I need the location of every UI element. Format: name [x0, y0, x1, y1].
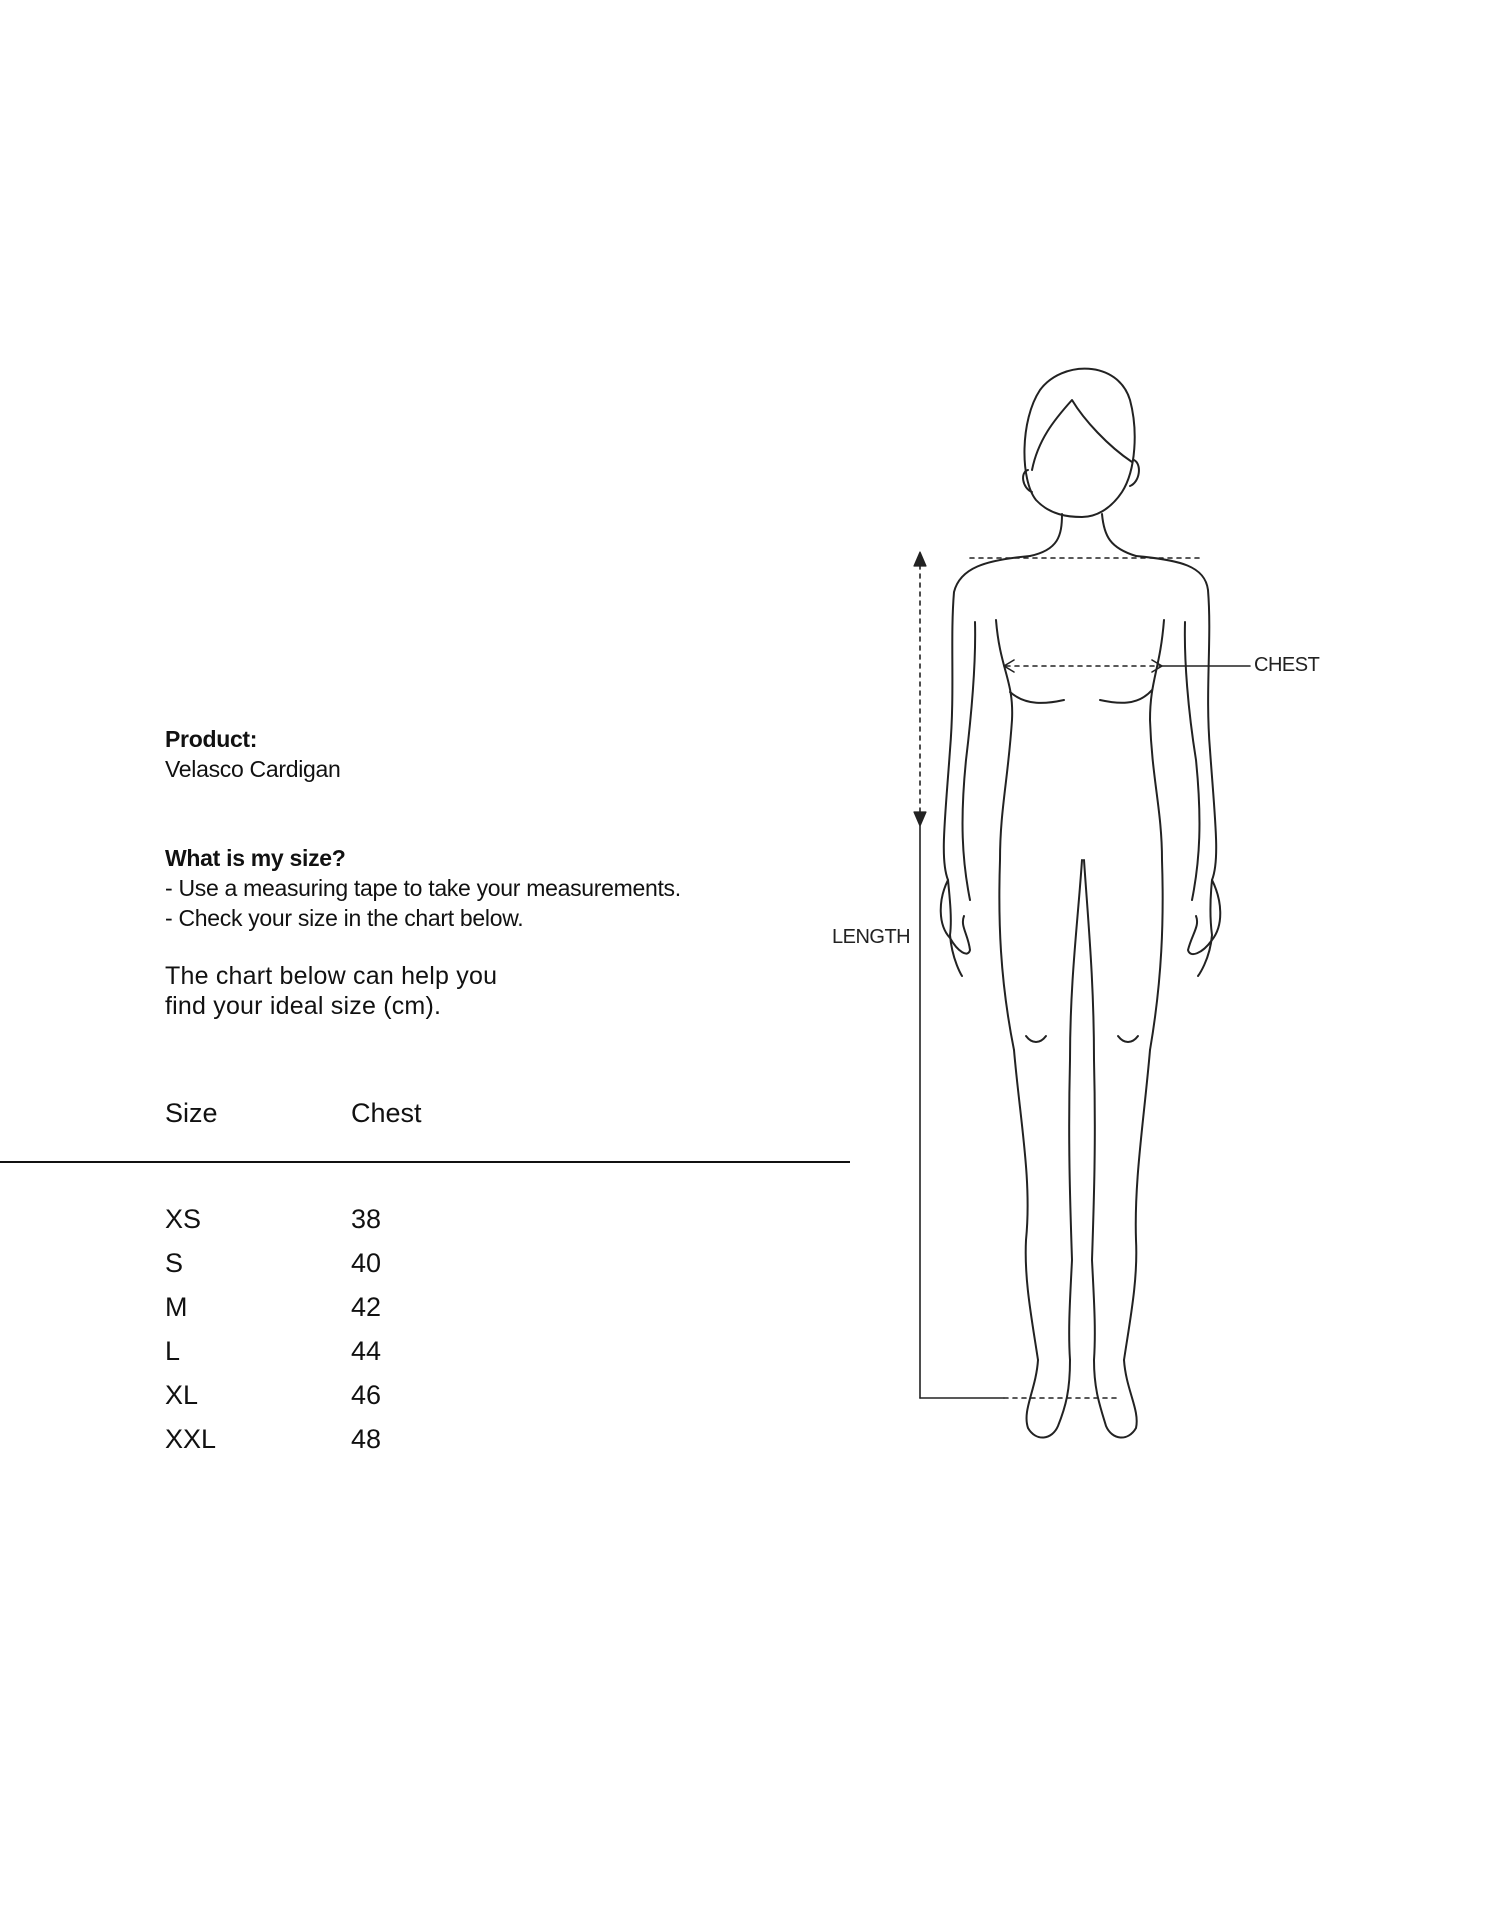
size-cell: XL	[165, 1380, 199, 1410]
table-row	[165, 1329, 525, 1373]
left-knee	[1026, 1036, 1046, 1042]
size-column-header: Size	[165, 1098, 218, 1128]
neck-right	[1102, 514, 1136, 556]
body-measurement-figure	[800, 360, 1360, 1510]
length-arrow-top	[914, 552, 926, 566]
chart-intro-line: find your ideal size (cm).	[165, 992, 442, 1020]
left-hand	[941, 880, 970, 954]
product-label: Product:	[165, 726, 258, 752]
chest-cell: 44	[351, 1336, 382, 1366]
size-cell: XXL	[165, 1424, 217, 1454]
right-arm-outer	[1136, 556, 1216, 976]
table-row	[165, 1197, 525, 1241]
torso-left	[996, 620, 1014, 1050]
chest-cell: 48	[351, 1424, 382, 1454]
table-header-rule	[0, 1161, 850, 1163]
size-help-heading: What is my size?	[165, 845, 346, 871]
chart-intro-line: The chart below can help you	[165, 962, 498, 990]
size-table-body	[165, 1197, 525, 1461]
neck-left	[1030, 514, 1062, 556]
table-row	[165, 1373, 525, 1417]
length-label: LENGTH	[832, 926, 911, 948]
right-leg-inner	[1084, 860, 1095, 1360]
bust-right	[1100, 690, 1152, 703]
left-leg-inner	[1069, 860, 1082, 1360]
size-help-step: - Check your size in the chart below.	[165, 905, 524, 931]
right-knee	[1118, 1036, 1138, 1042]
product-name: Velasco Cardigan	[165, 756, 341, 782]
chest-column-header: Chest	[351, 1098, 422, 1128]
chest-cell: 38	[351, 1204, 382, 1234]
table-row	[165, 1241, 525, 1285]
length-arrow-mid	[914, 812, 926, 826]
bust-left	[1010, 692, 1064, 703]
table-row	[165, 1285, 525, 1329]
left-arm-inner	[963, 622, 976, 900]
right-arm-inner	[1185, 622, 1200, 900]
chest-cell: 46	[351, 1380, 382, 1410]
chest-cell: 42	[351, 1292, 382, 1322]
left-leg-outer	[1014, 1050, 1038, 1360]
size-cell: M	[165, 1292, 188, 1322]
hair-line	[1032, 400, 1132, 470]
left-arm-outer	[944, 556, 1030, 976]
chest-label: CHEST	[1254, 654, 1320, 676]
chest-cell: 40	[351, 1248, 382, 1278]
size-cell: S	[165, 1248, 184, 1278]
table-row	[165, 1417, 525, 1461]
size-cell: XS	[165, 1204, 202, 1234]
torso-right	[1150, 620, 1164, 1050]
size-cell: L	[165, 1336, 181, 1366]
right-leg-outer	[1124, 1050, 1150, 1360]
size-help-step: - Use a measuring tape to take your measurements.	[165, 875, 681, 901]
